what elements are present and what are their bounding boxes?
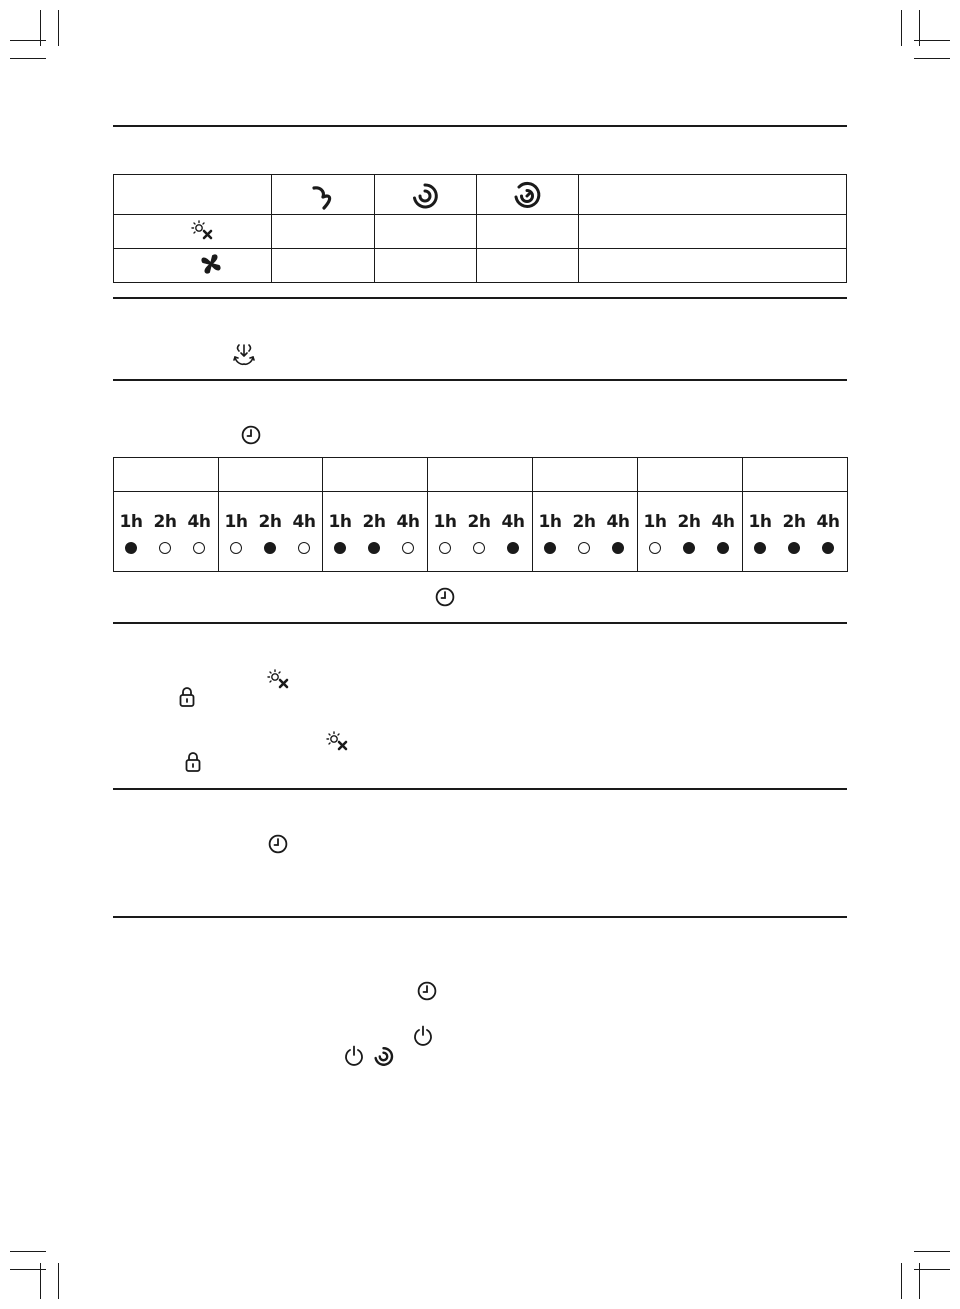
crop-mark [10, 58, 46, 59]
timer-icon [435, 587, 455, 607]
timer-label: 1h [643, 512, 667, 532]
timer-led-on [612, 542, 624, 554]
section-divider [113, 788, 847, 790]
timer-led-on [788, 542, 800, 554]
timer-label: 4h [816, 512, 840, 532]
speed-2-icon [373, 1046, 394, 1067]
timer-led-off [298, 542, 310, 554]
light-icon [326, 731, 348, 751]
timer-label: 1h [328, 512, 352, 532]
timer-combination-cell [743, 492, 848, 571]
speed-light-table [113, 174, 847, 283]
lock-icon [185, 751, 201, 773]
timer-led-on [334, 542, 346, 554]
power-icon [344, 1045, 364, 1067]
timer-label: 4h [711, 512, 735, 532]
timer-label: 1h [538, 512, 562, 532]
timer-led-on [368, 542, 380, 554]
timer-led-off [578, 542, 590, 554]
timer-label: 2h [362, 512, 386, 532]
crop-mark [58, 1263, 59, 1299]
section-divider [113, 622, 847, 624]
timer-led-off [473, 542, 485, 554]
speed-1-icon [310, 182, 338, 210]
speed-3-icon [513, 182, 541, 210]
crop-mark [914, 40, 950, 41]
crop-mark [10, 1251, 46, 1252]
crop-mark [914, 58, 950, 59]
section-divider [113, 297, 847, 299]
timer-label: 2h [782, 512, 806, 532]
timer-combination-cell [219, 492, 324, 571]
timer-led-off [402, 542, 414, 554]
timer-label: 2h [677, 512, 701, 532]
timer-label: 4h [606, 512, 630, 532]
crop-mark [901, 1263, 902, 1299]
timer-led-on [754, 542, 766, 554]
lock-icon [179, 686, 195, 708]
timer-label: 2h [467, 512, 491, 532]
section-divider [113, 125, 847, 127]
timer-table [113, 457, 848, 572]
timer-combination-cell [428, 492, 533, 571]
crop-mark [58, 10, 59, 46]
power-icon [413, 1025, 433, 1047]
timer-combination-cell [638, 492, 743, 571]
crop-mark [10, 1269, 46, 1270]
crop-mark [901, 10, 902, 46]
timer-led-off [649, 542, 661, 554]
timer-led-off [439, 542, 451, 554]
timer-combination-cell [533, 492, 638, 571]
timer-combination-cell [114, 492, 219, 571]
timer-label: 2h [258, 512, 282, 532]
auto-mode-icon [232, 343, 256, 367]
light-icon [267, 669, 289, 689]
timer-icon [268, 834, 288, 854]
timer-label: 2h [153, 512, 177, 532]
timer-led-off [193, 542, 205, 554]
section-divider [113, 379, 847, 381]
timer-led-on [544, 542, 556, 554]
crop-mark [10, 40, 46, 41]
fan-icon [200, 253, 222, 275]
crop-mark [914, 1269, 950, 1270]
timer-led-on [507, 542, 519, 554]
timer-led-on [822, 542, 834, 554]
section-divider [113, 916, 847, 918]
crop-mark [914, 1251, 950, 1252]
timer-label: 4h [501, 512, 525, 532]
timer-led-on [717, 542, 729, 554]
timer-icon [241, 425, 261, 445]
speed-2-icon [411, 182, 439, 210]
timer-led-off [230, 542, 242, 554]
timer-led-on [264, 542, 276, 554]
timer-label: 1h [119, 512, 143, 532]
timer-led-off [159, 542, 171, 554]
timer-label: 4h [187, 512, 211, 532]
timer-led-on [683, 542, 695, 554]
timer-label: 1h [433, 512, 457, 532]
timer-label: 2h [572, 512, 596, 532]
timer-led-on [125, 542, 137, 554]
timer-combination-cell [323, 492, 428, 571]
timer-icon [417, 981, 437, 1001]
timer-label: 4h [396, 512, 420, 532]
timer-label: 4h [292, 512, 316, 532]
timer-label: 1h [224, 512, 248, 532]
light-icon [191, 220, 213, 240]
timer-label: 1h [748, 512, 772, 532]
